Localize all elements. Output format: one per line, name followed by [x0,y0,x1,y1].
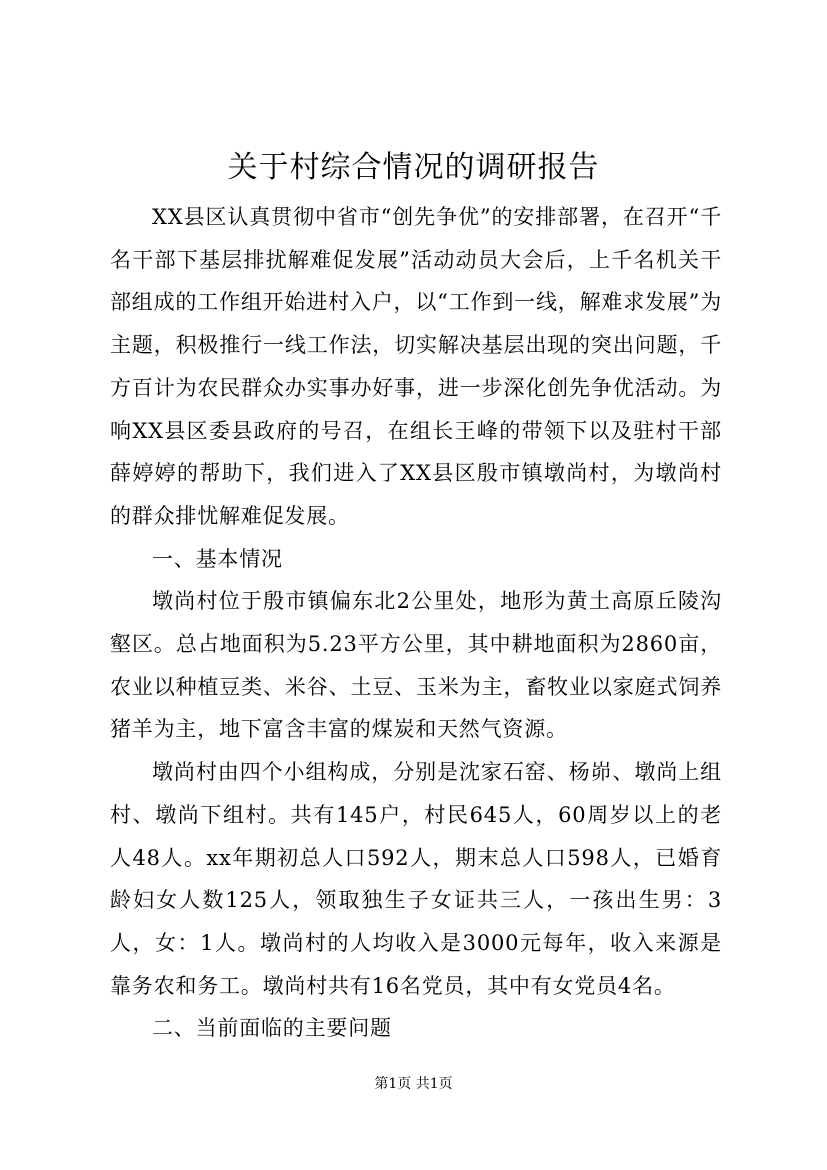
section-heading-basic-info: 一、基本情况 [152,546,283,571]
intro-paragraph: XX县区认真贯彻中省市“创先争优”的安排部署，在召开“千名干部下基层排扰解难促发展”活动动员大会后，上千名机关干部组成的工作组开始进村入户，以“工作到一线，解难求发展”为主题，积极推行一线工作法，切实解决基层出现的突出问题，千方百计为农民群众办实事办好事，进一步深化创先争优活动。为响XX县区委县政府的号召，在组长王峰的带领下以及驻村干部薛婷婷的帮助下，我们进入了XX县区殷市镇墩尚村，为墩尚村的群众排忧解难促发展。 [110,205,722,528]
document-body [110,196,722,1050]
section-heading-main-problems: 二、当前面临的主要问题 [152,1016,392,1041]
page-footer: 第1页 共1页 [374,1076,453,1092]
location-paragraph: 墩尚村位于殷市镇偏东北2公里处，地形为黄土高原丘陵沟壑区。总占地面积为5.23平方公里，其中耕地面积为2860亩，农业以种植豆类、米谷、土豆、玉米为主，畜牧业以家庭式饲养猪羊为主，地下富含丰富的煤炭和天然气资源。 [110,589,722,742]
population-paragraph: 墩尚村由四个小组构成，分别是沈家石窑、杨峁、墩尚上组村、墩尚下组村。共有145户，村民645人，60周岁以上的老人48人。xx年期初总人口592人，期末总人口598人，已婚育龄妇女人数125人，领取独生子女证共三人，一孩出生男：3人，女：1人。墩尚村的人均收入是3000元每年，收入来源是靠务农和务工。墩尚村共有16名党员，其中有女党员4名。 [110,760,722,998]
document-title: 关于村综合情况的调研报告 [227,150,600,185]
